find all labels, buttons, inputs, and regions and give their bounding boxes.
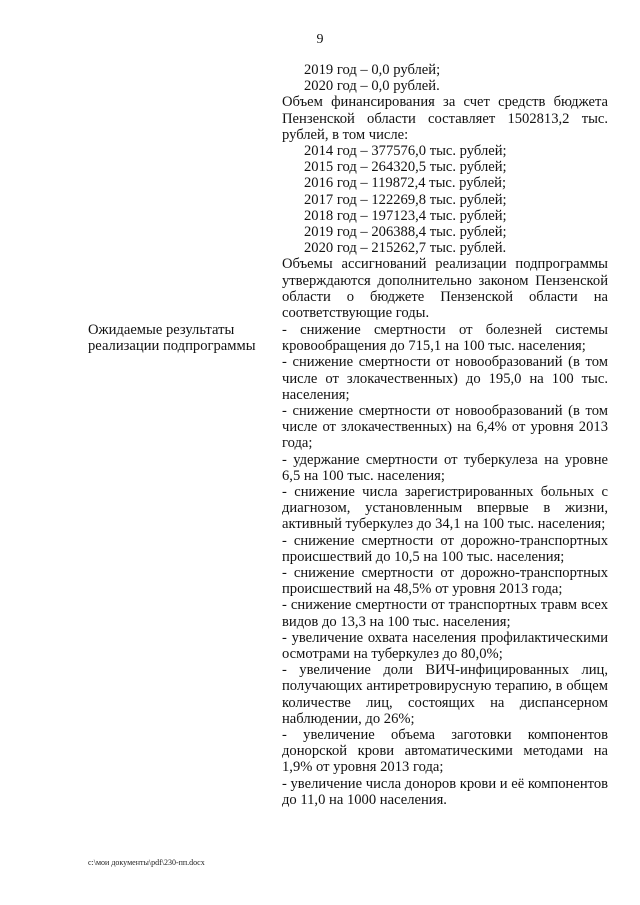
result-item: - снижение смертности от новообразований (в том числе от злокачественных) до 195,0 на 100 тыс. населения;: [282, 354, 608, 403]
allocation-note: Объемы ассигнований реализации подпрограммы утверждаются дополнительно законом Пензенской области о бюджете Пензенской области на соответствующие годы.: [282, 256, 608, 322]
funding-year-line: 2020 год – 0,0 рублей.: [304, 78, 440, 95]
result-item: - увеличение охвата населения профилактическими осмотрами на туберкулез до 80,0%;: [282, 629, 608, 663]
result-item: - снижение смертности от новообразований (в том числе от злокачественных) на 6,4% от уровня 2013 года;: [282, 403, 608, 452]
regional-budget-year: 2016 год – 119872,4 тыс. рублей;: [304, 175, 507, 192]
result-item: - увеличение объема заготовки компонентов донорской крови автоматическими методами на 1,9% от уровня 2013 года;: [282, 727, 608, 776]
page-number: 9: [316, 32, 324, 47]
funding-year-line: 2019 год – 0,0 рублей;: [304, 62, 441, 78]
result-item: - увеличение доли ВИЧ-инфицированных лиц, получающих антиретровирусную терапию, в общем количестве лиц, состоящих на диспансерном наблюдении, до 26%;: [282, 662, 608, 727]
result-item: - снижение смертности от дорожно-транспортных происшествий до 10,5 на 100 тыс. населения;: [282, 532, 608, 565]
result-item: - снижение смертности от транспортных травм всех видов до 13,3 на 100 тыс. населения;: [282, 597, 608, 630]
results-label: Ожидаемые результаты реализации подпрограммы: [88, 322, 256, 355]
regional-budget-year: 2019 год – 206388,4 тыс. рублей;: [304, 224, 507, 241]
regional-budget-year: 2020 год – 215262,7 тыс. рублей.: [304, 240, 507, 257]
regional-budget-year: 2014 год – 377576,0 тыс. рублей;: [304, 143, 507, 160]
result-item: - снижение числа зарегистрированных больных с диагнозом, установленным впервые в жизни, активный туберкулез до 34,1 на 100 тыс. населения;: [282, 484, 608, 533]
result-item: - удержание смертности от туберкулеза на уровне 6,5 на 100 тыс. населения;: [282, 451, 608, 484]
expected-results-list: [282, 322, 608, 808]
footer-file-path: c:\мои документы\pdf\230-пп.docx: [88, 858, 205, 867]
regional-budget-year: 2018 год – 197123,4 тыс. рублей;: [304, 207, 507, 224]
regional-budget-year: 2015 год – 264320,5 тыс. рублей;: [304, 159, 507, 176]
regional-budget-intro: Объем финансирования за счет средств бюджета Пензенской области составляет 1502813,2 тыс. рублей, в том числе:: [282, 94, 608, 143]
funding-section: [282, 62, 608, 321]
regional-budget-year: 2017 год – 122269,8 тыс. рублей;: [304, 191, 507, 208]
result-item: - снижение смертности от болезней системы кровообращения до 715,1 на 100 тыс. населения;: [282, 322, 608, 355]
result-item: - увеличение числа доноров крови и её компонентов до 11,0 на 1000 населения.: [282, 775, 609, 808]
result-item: - снижение смертности от дорожно-транспортных происшествий на 48,5% от уровня 2013 года;: [282, 565, 608, 598]
